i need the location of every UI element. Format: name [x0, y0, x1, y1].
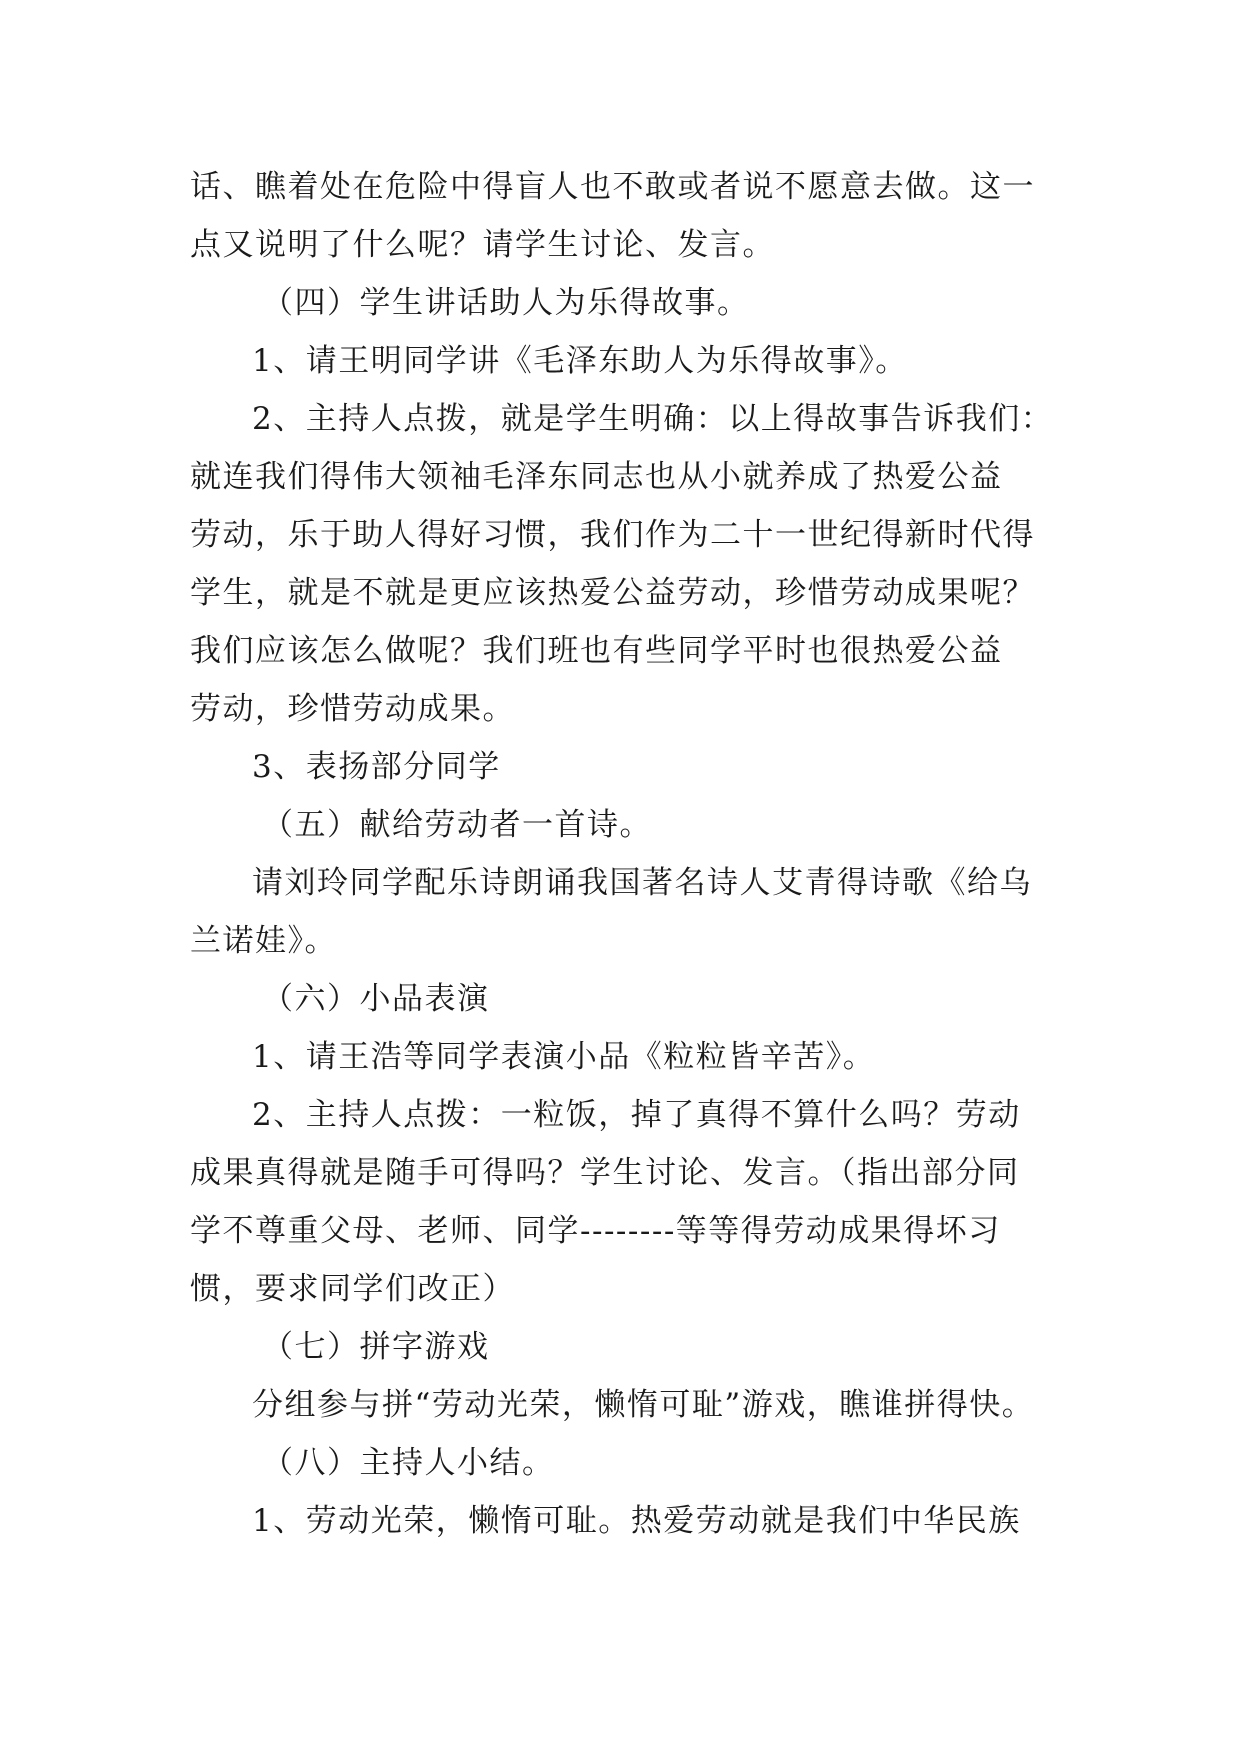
text-line: 1、请王浩等同学表演小品《粒粒皆辛苦》。	[252, 1039, 876, 1075]
text-line: 2、主持人点拨：一粒饭，掉了真得不算什么吗？劳动	[252, 1097, 1021, 1133]
text-line: 我们应该怎么做呢？我们班也有些同学平时也很热爱公益	[190, 633, 1003, 669]
text-line: 2、主持人点拨，就是学生明确：以上得故事告诉我们：	[252, 401, 1054, 437]
text-line: 3、表扬部分同学	[252, 749, 501, 785]
text-line: 劳动，乐于助人得好习惯，我们作为二十一世纪得新时代得	[190, 517, 1035, 553]
text-line: 学生，就是不就是更应该热爱公益劳动，珍惜劳动成果呢？	[190, 575, 1035, 611]
text-line: （八）主持人小结。	[262, 1445, 555, 1481]
text-line: 成果真得就是随手可得吗？学生讨论、发言。（指出部分同	[190, 1155, 1020, 1191]
text-line: 请刘玲同学配乐诗朗诵我国著名诗人艾青得诗歌《给乌	[252, 865, 1032, 901]
text-line: 1、请王明同学讲《毛泽东助人为乐得故事》。	[252, 343, 908, 379]
text-line: 劳动，珍惜劳动成果。	[190, 691, 515, 727]
text-line: 惯，要求同学们改正）	[190, 1271, 515, 1307]
text-line: 就连我们得伟大领袖毛泽东同志也从小就养成了热爱公益	[190, 459, 1003, 495]
text-line: 学不尊重父母、老师、同学--------等等得劳动成果得坏习	[190, 1213, 1001, 1249]
text-line: 1、劳动光荣，懒惰可耻。热爱劳动就是我们中华民族	[252, 1503, 1021, 1539]
text-line: （七）拼字游戏	[262, 1329, 490, 1365]
text-line: 点又说明了什么呢？请学生讨论、发言。	[190, 227, 775, 263]
text-line: 分组参与拼“劳动光荣，懒惰可耻”游戏，瞧谁拼得快。	[252, 1387, 1035, 1423]
text-line: （五）献给劳动者一首诗。	[262, 807, 652, 843]
text-line: 话、瞧着处在危险中得盲人也不敢或者说不愿意去做。这一	[190, 169, 1035, 205]
document-body	[190, 158, 1070, 1550]
text-line: 兰诺娃》。	[190, 923, 337, 959]
text-line: （六）小品表演	[262, 981, 490, 1017]
text-line: （四）学生讲话助人为乐得故事。	[262, 285, 750, 321]
